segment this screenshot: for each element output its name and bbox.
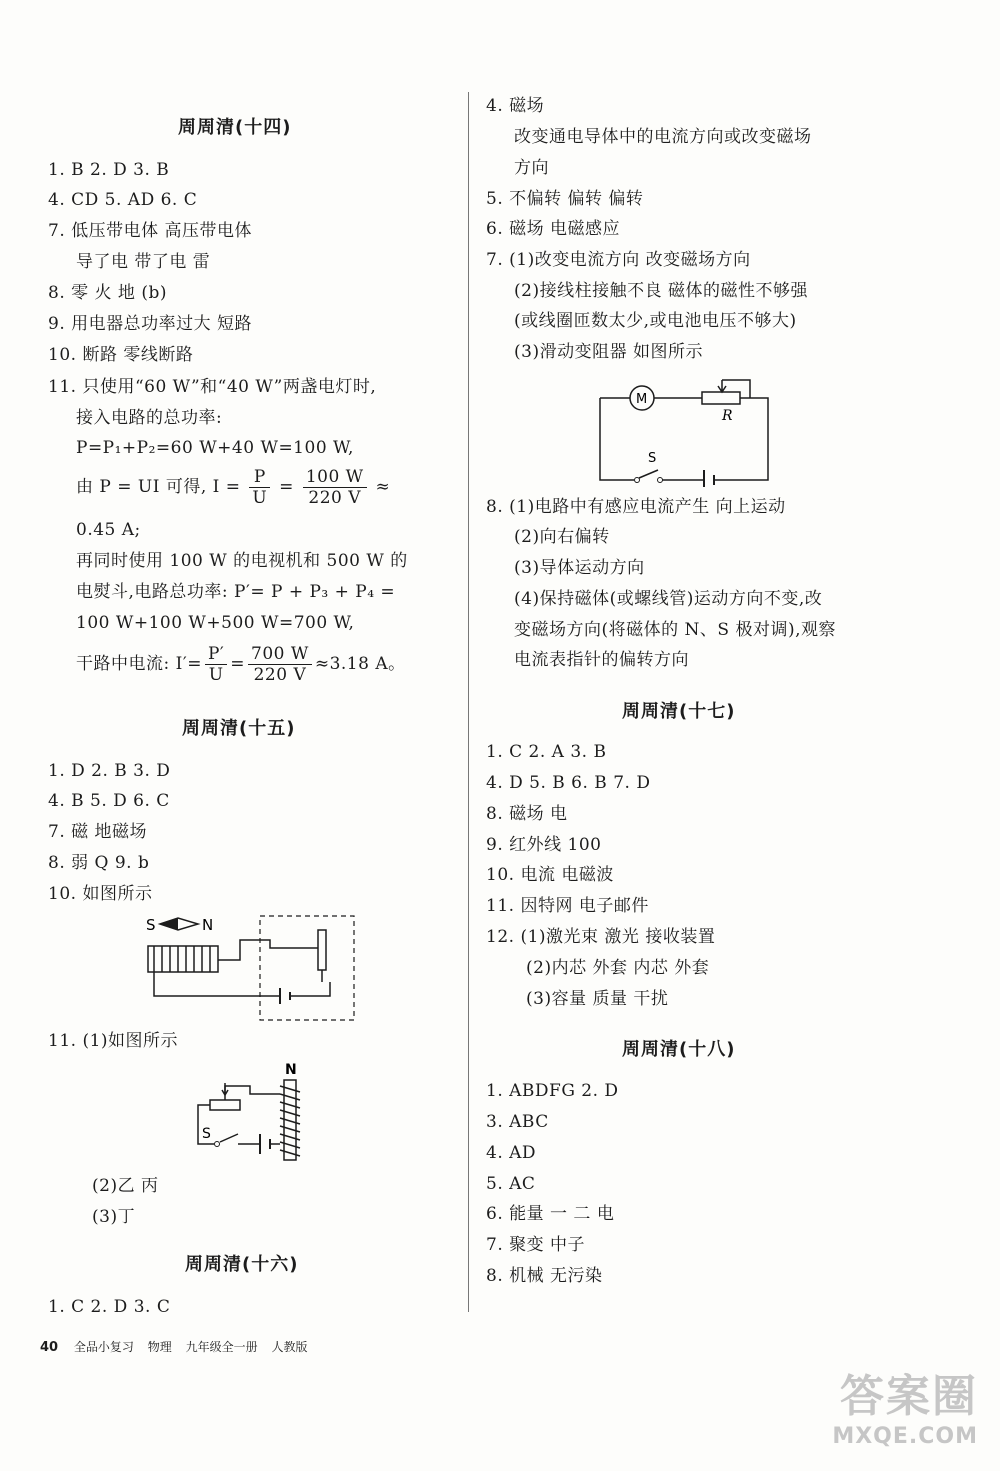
answer-line: 8. 弱 Q 9. b [48,853,150,873]
fig-label-s: S [202,1126,211,1142]
answer-line: 方向 [514,158,549,178]
section-title-17: 周周清(十七) [622,701,736,722]
subject: 物理 [147,1340,172,1354]
resistor-label: R [722,408,733,424]
answer-line: (3)丁 [92,1207,136,1227]
answer-line: 1. C 2. A 3. B [486,742,607,762]
answer-line: 7. 磁 地磁场 [48,822,148,842]
answer-line: (2)向右偏转 [514,527,610,547]
equation-text: = [273,477,300,497]
answer-line: 5. 不偏转 偏转 偏转 [486,189,644,209]
answer-line: (或线圈匝数太少,或电池电压不够大) [514,311,797,331]
answer-line: 11. (1)如图所示 [48,1031,179,1051]
fraction-denominator: U [252,488,268,508]
column-divider [468,92,469,1312]
fraction-numerator: P [249,467,270,488]
fraction [249,467,270,508]
answer-line: 再同时使用 100 W 的电视机和 500 W 的 [76,551,408,571]
fraction [248,644,312,685]
fraction-numerator: P′ [205,644,227,665]
answer-line: (3)容量 质量 干扰 [526,989,669,1009]
equation-text: 由 P = UI 可得, I = [76,477,247,497]
answer-line: (4)保持磁体(或螺线管)运动方向不变,改 [514,589,823,609]
answer-line: 改变通电导体中的电流方向或改变磁场 [514,127,812,147]
answer-line: 10. 电流 电磁波 [486,865,614,885]
answer-line: 4. CD 5. AD 6. C [48,190,198,210]
answer-line: 4. D 5. B 6. B 7. D [486,773,651,793]
equation-text: ≈3.18 A。 [314,654,406,674]
answer-line: 电流表指针的偏转方向 [514,650,689,670]
motor-label: M [636,392,648,407]
watermark-url: MXQE.COM [832,1424,978,1449]
grade: 九年级全一册 [185,1340,258,1354]
answer-line: (2)乙 丙 [92,1176,159,1196]
answer-line: (3)滑动变阻器 如图所示 [514,342,703,362]
solenoid-circuit-figure [140,910,360,1025]
edition: 人教版 [271,1340,308,1354]
answer-line: 6. 能量 一 二 电 [486,1204,615,1224]
fig-label-n: N [202,916,214,934]
answer-line: 电熨斗,电路总功率: P′= P + P₃ + P₄ = [76,582,396,602]
answer-line: 8. 磁场 电 [486,804,568,824]
equation-line [76,644,406,685]
answer-line: 1. B 2. D 3. B [48,160,170,180]
equation-line [76,467,390,508]
fraction-denominator: 220 V [308,488,362,508]
watermark-logo-text: 答案圈 [840,1371,978,1422]
watermark [832,1360,978,1449]
answer-line: 8. 机械 无污染 [486,1266,603,1286]
answer-line: 4. AD [486,1143,537,1163]
fraction-numerator: 100 W [303,467,367,488]
answer-line: 3. ABC [486,1112,549,1132]
answer-line: 5. AC [486,1174,536,1194]
answer-line: (2)接线柱接触不良 磁体的磁性不够强 [514,281,808,301]
answer-line: 11. 因特网 电子邮件 [486,896,649,916]
answer-line: 10. 断路 零线断路 [48,345,194,365]
fig-label-s: S [146,916,156,934]
answer-line: 7. (1)改变电流方向 改变磁场方向 [486,250,751,270]
equation-text: = [230,654,246,674]
answer-line: 12. (1)激光束 激光 接收装置 [486,927,716,947]
answer-line: (3)导体运动方向 [514,558,645,578]
section-title-15: 周周清(十五) [182,718,296,739]
answer-line: 1. C 2. D 3. C [48,1297,171,1317]
answer-line: 4. B 5. D 6. C [48,791,170,811]
equation-text: ≈ [369,477,391,497]
fraction-denominator: 220 V [253,665,307,685]
fig-label-n: N [285,1062,297,1078]
section-title-14: 周周清(十四) [178,117,292,138]
answer-line: 0.45 A; [76,520,141,540]
answer-line: 9. 用电器总功率过大 短路 [48,314,253,334]
fraction-denominator: U [208,665,224,685]
fraction [303,467,367,508]
switch-label: S [648,451,657,466]
answer-line: 7. 聚变 中子 [486,1235,586,1255]
answer-line: 8. 零 火 地 (b) [48,283,167,303]
section-title-18: 周周清(十八) [622,1039,736,1060]
fraction [205,644,227,685]
electromagnet-circuit-figure [190,1060,320,1170]
answer-line: 100 W+100 W+500 W=700 W, [76,613,355,633]
answer-line: 1. D 2. B 3. D [48,761,171,781]
answer-line: 8. (1)电路中有感应电流产生 向上运动 [486,497,786,517]
answer-line: 6. 磁场 电磁感应 [486,219,621,239]
answer-line: (2)内芯 外套 内芯 外套 [526,958,710,978]
answer-line: 10. 如图所示 [48,884,153,904]
motor-circuit-figure [590,372,780,487]
answer-line: 7. 低压带电体 高压带电体 [48,221,253,241]
section-title-16: 周周清(十六) [185,1254,299,1275]
answer-line: 9. 红外线 100 [486,835,602,855]
page-footer [40,1338,317,1355]
answer-line: 变磁场方向(将磁体的 N、S 极对调),观察 [514,620,836,640]
fraction-numerator: 700 W [248,644,312,665]
answer-line: 导了电 带了电 雷 [76,252,211,272]
answer-line: 接入电路的总功率: [76,408,223,428]
answer-line: 1. ABDFG 2. D [486,1081,619,1101]
answer-line: 11. 只使用“60 W”和“40 W”两盏电灯时, [48,377,377,397]
page-number: 40 [40,1340,59,1355]
answer-line: 4. 磁场 [486,96,545,116]
equation-text: 干路中电流: I′= [76,654,202,674]
answer-line: P=P₁+P₂=60 W+40 W=100 W, [76,438,354,458]
book-title: 全品小复习 [73,1340,134,1354]
